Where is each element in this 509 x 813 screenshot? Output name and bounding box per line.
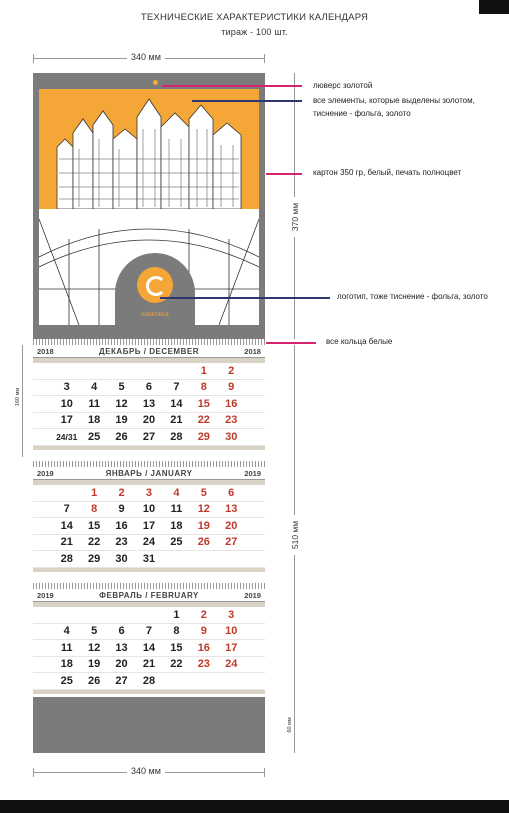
week-row: [33, 429, 265, 446]
day-cell: 10: [225, 625, 238, 638]
grommet-icon: [153, 80, 158, 85]
year-right: 2019: [244, 468, 261, 478]
day-cell: 16: [225, 397, 238, 410]
day-cell: 19: [115, 414, 128, 427]
day-cell: 25: [60, 674, 73, 687]
year-right: 2019: [244, 590, 261, 600]
day-cell: 15: [197, 397, 210, 410]
day-cell: 30: [225, 430, 238, 443]
day-cell: 8: [91, 503, 98, 516]
month-block-february: [33, 589, 265, 694]
header-height-label: 370 мм: [290, 197, 300, 237]
week-row: [33, 518, 265, 535]
day-cell: 14: [60, 519, 73, 532]
day-cell: 2: [118, 486, 125, 499]
month-block-december: [33, 345, 265, 450]
day-cell: 19: [197, 519, 210, 532]
day-cell: 16: [197, 641, 210, 654]
week-row: [33, 380, 265, 397]
day-cell: 10: [142, 503, 156, 516]
month-header: [33, 467, 265, 480]
month-block-january: [33, 467, 265, 572]
month-height-label: 160 мм: [15, 377, 21, 417]
gold-note: все элементы, которые выделены золотом,: [313, 96, 475, 105]
day-cell: 27: [142, 430, 156, 443]
day-cell: 15: [170, 641, 183, 654]
day-cell: 21: [170, 414, 183, 427]
day-cell: 2: [228, 364, 235, 377]
day-cell: 20: [115, 658, 128, 671]
day-cell: 23: [197, 658, 210, 671]
day-cell: 12: [88, 641, 101, 654]
day-cell: 6: [228, 486, 235, 499]
year-left: 2019: [37, 590, 54, 600]
grommet-note: люверс золотой: [313, 81, 373, 90]
month-height-line: [22, 345, 23, 457]
day-cell: 20: [142, 414, 156, 427]
day-cell: 13: [225, 503, 238, 516]
top-width-tick-right: [264, 54, 265, 63]
day-cell: 24: [142, 536, 156, 549]
bottom-width-tick-right: [264, 768, 265, 777]
day-cell: 5: [200, 486, 207, 499]
day-cell: 19: [88, 658, 101, 671]
day-cell: 26: [197, 536, 210, 549]
day-cell: 14: [142, 641, 156, 654]
day-cell: 5: [118, 381, 125, 394]
day-cell: 8: [173, 625, 180, 638]
day-cell: 27: [225, 536, 238, 549]
month-footer: [33, 690, 265, 694]
grid-height-label: 510 мм: [290, 515, 300, 555]
day-cell: 26: [115, 430, 128, 443]
logo-c-icon: [146, 276, 166, 296]
logo-text: colorstica: [141, 311, 169, 318]
year-left: 2018: [37, 346, 54, 356]
week-row: [33, 485, 265, 502]
day-cell: 29: [197, 430, 210, 443]
day-cell: 14: [170, 397, 183, 410]
cardboard-note: картон 350 гр, белый, печать полноцвет: [313, 168, 462, 177]
cardboard-pointer: [266, 173, 302, 175]
bottom-width-label: 340 мм: [127, 766, 165, 776]
month-footer: [33, 446, 265, 450]
day-cell: 17: [142, 519, 156, 532]
day-cell: 29: [88, 552, 101, 565]
month-name: ЯНВАРЬ / JANUARY: [105, 468, 193, 478]
logo-badge: [115, 253, 195, 333]
day-cell: 4: [63, 625, 70, 638]
day-cell: 5: [91, 625, 98, 638]
day-cell: 6: [118, 625, 125, 638]
bottom-panel: [33, 697, 265, 753]
day-cell: 12: [197, 503, 210, 516]
top-width-tick-left: [33, 54, 34, 63]
day-cell: 11: [88, 397, 100, 410]
day-cell: 6: [145, 381, 153, 394]
day-cell: 7: [173, 381, 180, 394]
day-cell: 12: [115, 397, 128, 410]
day-cell: 8: [200, 381, 207, 394]
day-cell: 25: [88, 430, 101, 443]
bottom-height-label: 60 мм: [287, 705, 293, 745]
rings-pointer: [266, 342, 316, 344]
day-cell: 18: [88, 414, 101, 427]
day-cell: 9: [200, 625, 207, 638]
logo-pointer: [160, 297, 330, 299]
day-cell: 9: [118, 503, 125, 516]
day-cell: 25: [170, 536, 183, 549]
day-cell: 22: [170, 658, 183, 671]
year-right: 2018: [244, 346, 261, 356]
calendar-header: [33, 73, 265, 339]
day-cell: 27: [115, 674, 128, 687]
day-cell: 28: [170, 430, 183, 443]
day-cell: 13: [115, 641, 128, 654]
page-subtitle: тираж - 100 шт.: [221, 27, 288, 37]
day-cell: 15: [88, 519, 101, 532]
day-cell: 21: [60, 536, 73, 549]
day-cell: 17: [225, 641, 238, 654]
day-cell: 1: [200, 364, 207, 377]
page-title: ТЕХНИЧЕСКИЕ ХАРАКТЕРИСТИКИ КАЛЕНДАРЯ: [140, 12, 369, 23]
top-width-label: 340 мм: [127, 52, 165, 62]
day-cell: 3: [228, 608, 235, 621]
day-cell: 28: [142, 674, 156, 687]
foil-note: тиснение - фольга, золото: [313, 109, 411, 118]
week-row: [33, 396, 265, 413]
day-cell: 1: [91, 486, 98, 499]
day-cell: 4: [91, 381, 98, 394]
day-cell: 30: [115, 552, 128, 565]
week-row: [33, 607, 265, 624]
gold-pointer: [192, 100, 302, 102]
day-cell: 4: [173, 486, 180, 499]
day-cell: 7: [63, 503, 70, 516]
day-cell: 20: [225, 519, 238, 532]
month-name: ДЕКАБРЬ / DECEMBER: [99, 346, 199, 356]
day-cell: 24: [225, 658, 238, 671]
week-row: [33, 657, 265, 674]
day-cell: 21: [142, 658, 156, 671]
day-cell: 26: [88, 674, 101, 687]
month-header: [33, 589, 265, 602]
bottom-width-tick-left: [33, 768, 34, 777]
rings-note: все кольца белые: [326, 337, 393, 346]
day-cell: 31: [142, 552, 156, 565]
day-cell: 7: [145, 625, 153, 638]
day-cell: 2: [200, 608, 207, 621]
day-cell: 24/31: [56, 431, 78, 442]
week-row: [33, 535, 265, 552]
day-cell: 11: [60, 641, 73, 654]
day-cell: 3: [145, 486, 153, 499]
day-cell: 16: [115, 519, 128, 532]
week-row: [33, 673, 265, 690]
day-cell: 1: [173, 608, 180, 621]
week-row: [33, 551, 265, 568]
month-name: ФЕВРАЛЬ / FEBRUARY: [99, 590, 199, 600]
day-cell: 10: [60, 397, 73, 410]
logo-note: логотип, тоже тиснение - фольга, золото: [337, 292, 488, 301]
month-footer: [33, 568, 265, 572]
day-cell: 17: [60, 414, 73, 427]
day-cell: 28: [60, 552, 73, 565]
week-row: [33, 624, 265, 641]
week-row: [33, 502, 265, 519]
day-cell: 3: [63, 381, 70, 394]
day-cell: 11: [170, 503, 183, 516]
month-header: [33, 345, 265, 358]
day-cell: 18: [60, 658, 73, 671]
grommet-pointer: [162, 85, 302, 87]
day-cell: 23: [225, 414, 238, 427]
day-cell: 22: [88, 536, 101, 549]
week-row: [33, 413, 265, 430]
bottom-height-line: [294, 697, 295, 753]
day-cell: 22: [197, 414, 210, 427]
day-cell: 23: [115, 536, 128, 549]
bottom-black-bar: [0, 800, 509, 813]
day-cell: 9: [228, 381, 235, 394]
day-cell: 18: [170, 519, 183, 532]
week-row: [33, 640, 265, 657]
week-row: [33, 363, 265, 380]
year-left: 2019: [37, 468, 54, 478]
day-cell: 13: [142, 397, 156, 410]
